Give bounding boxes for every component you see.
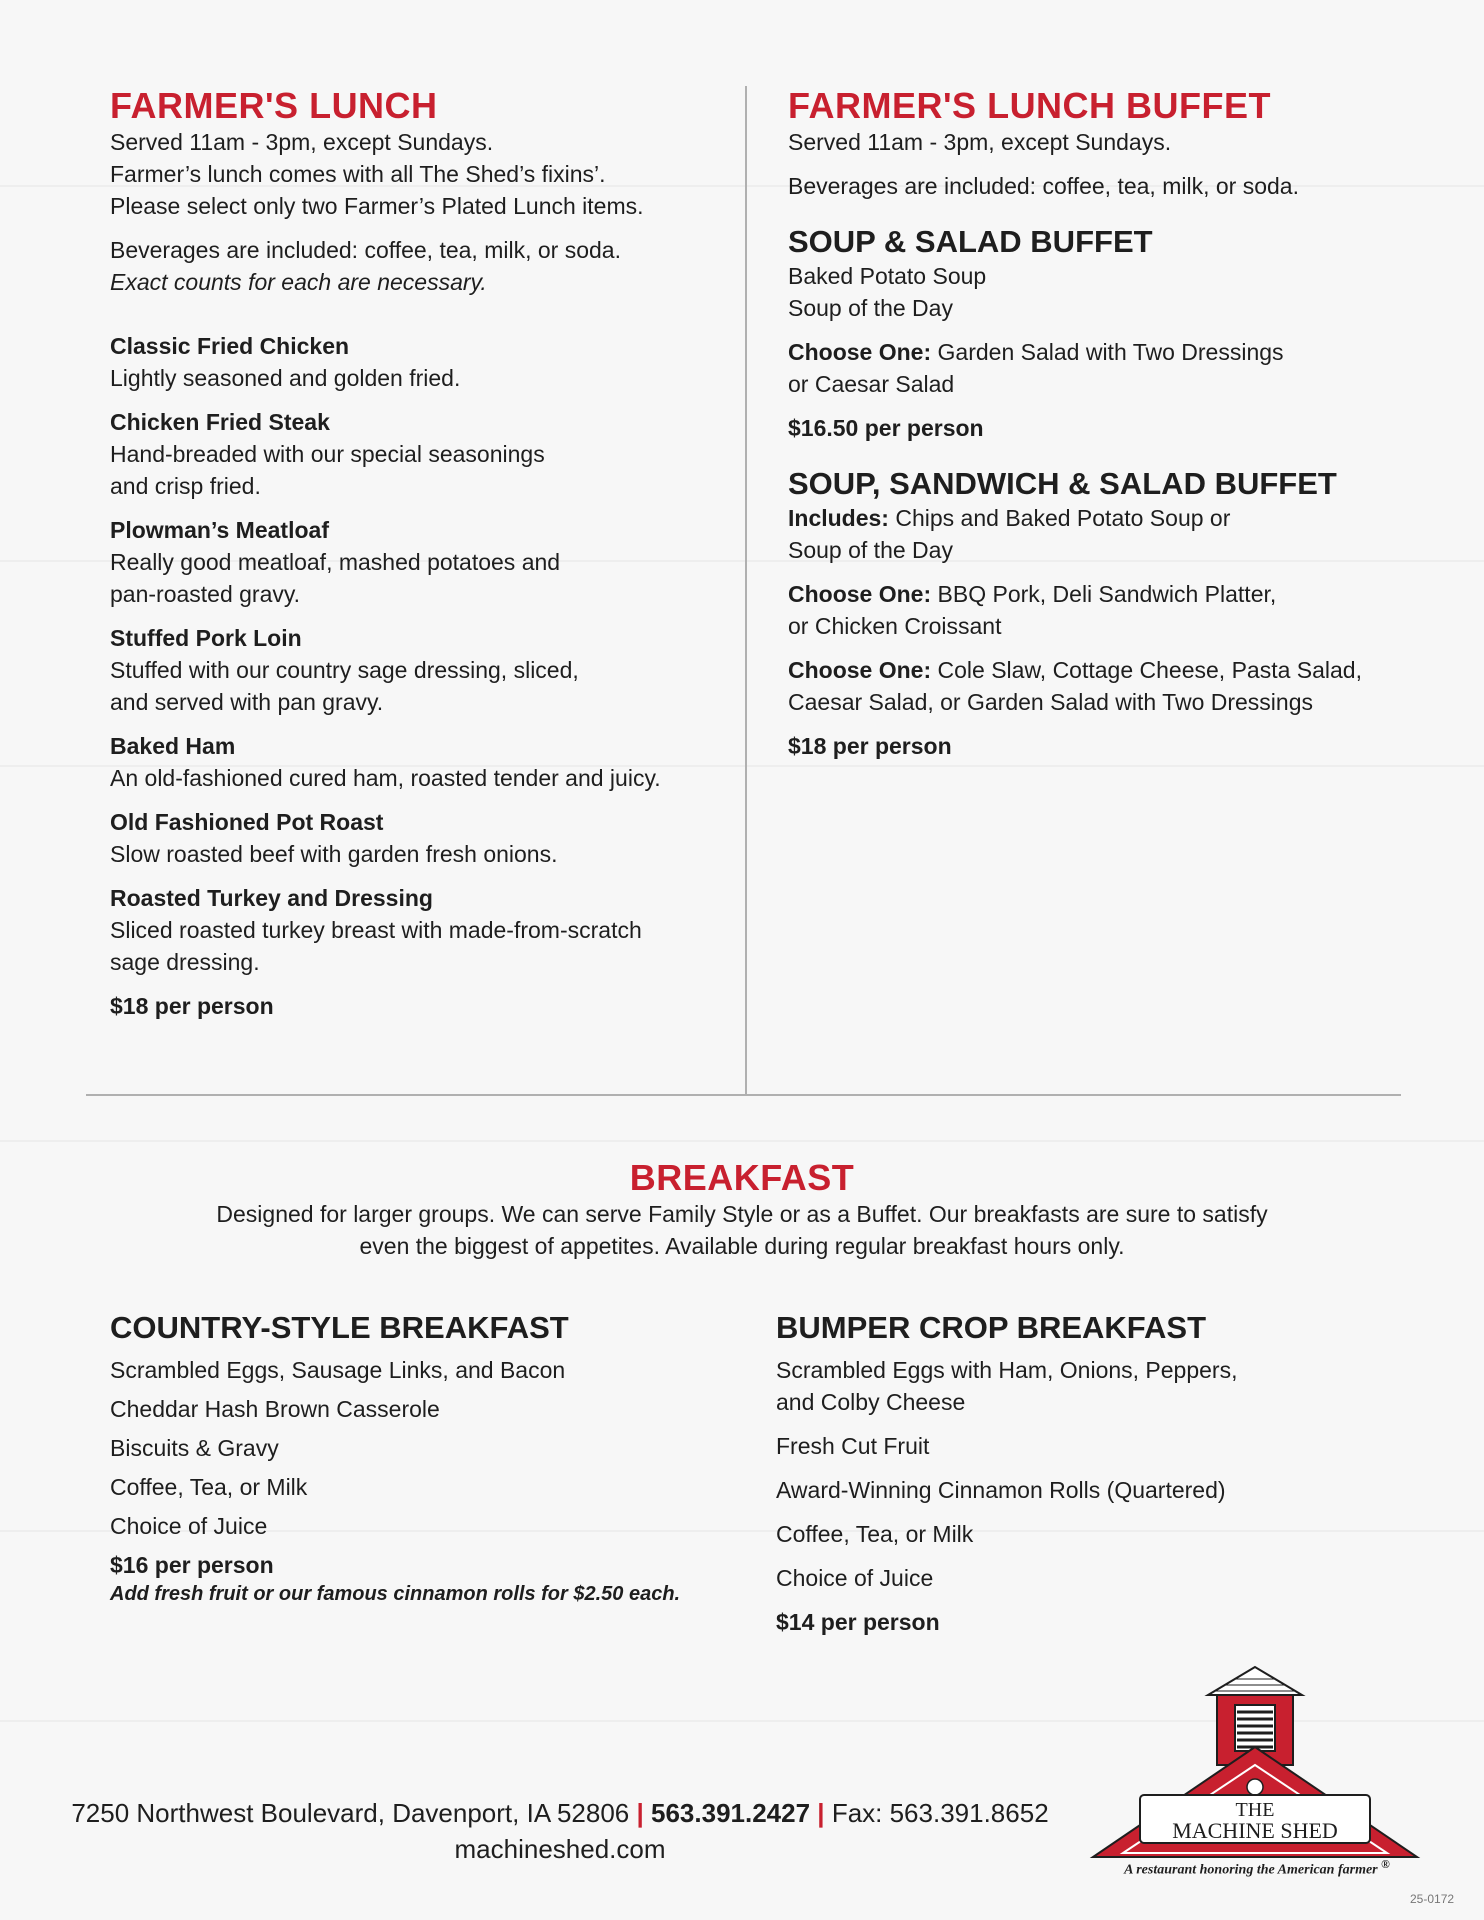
breakfast-item: Scrambled Eggs with Ham, Onions, Peppers, — [776, 1357, 1238, 1383]
menu-item-desc: and crisp fried. — [110, 473, 261, 499]
farmers-buffet-section — [788, 86, 1428, 762]
country-breakfast-price: $16 per person — [110, 1552, 274, 1578]
farmers-lunch-price: $18 per person — [110, 993, 274, 1019]
choose-line-cont: Caesar Salad, or Garden Salad with Two Dressings — [788, 689, 1314, 715]
choose-text: Cole Slaw, Cottage Cheese, Pasta Salad, — [931, 657, 1362, 683]
contact-footer — [40, 1795, 1080, 1867]
choose-line — [788, 578, 1428, 610]
beverages-note: Beverages are included: coffee, tea, milk, or soda. — [110, 237, 621, 263]
breakfast-item-cont: and Colby Cheese — [776, 1389, 966, 1415]
breakfast-header — [0, 1158, 1484, 1262]
breakfast-title: BREAKFAST — [629, 1157, 855, 1198]
choose-line — [788, 336, 1428, 368]
breakfast-intro: Designed for larger groups. We can serve Family Style or as a Buffet. Our breakfasts are sure to satisfy — [216, 1201, 1268, 1227]
section-divider — [86, 1094, 1401, 1096]
served-hours: Served 11am - 3pm, except Sundays. — [788, 129, 1172, 155]
breakfast-intro-cont: even the biggest of appetites. Available during regular breakfast hours only. — [359, 1233, 1125, 1259]
column-divider — [745, 86, 747, 1095]
choose-text: BBQ Pork, Deli Sandwich Platter, — [931, 581, 1277, 607]
menu-item-name: Roasted Turkey and Dressing — [110, 885, 433, 911]
menu-item-desc: sage dressing. — [110, 949, 260, 975]
bumper-breakfast-section — [776, 1310, 1416, 1638]
farmers-lunch-title: FARMER'S LUNCH — [110, 85, 438, 126]
choose-line-cont: or Chicken Croissant — [788, 613, 1002, 639]
menu-item-desc: An old-fashioned cured ham, roasted tender and juicy. — [110, 765, 661, 791]
farmers-lunch-section — [110, 86, 730, 1022]
registered-mark: ® — [1381, 1858, 1390, 1871]
menu-item-name: Baked Ham — [110, 733, 236, 759]
country-breakfast-title: COUNTRY-STYLE BREAKFAST — [110, 1310, 569, 1345]
soup-sandwich-title: SOUP, SANDWICH & SALAD BUFFET — [788, 466, 1337, 501]
menu-item-desc: Slow roasted beef with garden fresh onions. — [110, 841, 558, 867]
menu-item-desc: Really good meatloaf, mashed potatoes and — [110, 549, 561, 575]
menu-item-name: Plowman’s Meatloaf — [110, 517, 329, 543]
breakfast-item: Cheddar Hash Brown Casserole — [110, 1396, 440, 1422]
breakfast-item: Biscuits & Gravy — [110, 1435, 279, 1461]
menu-item-desc: Lightly seasoned and golden fried. — [110, 365, 461, 391]
choose-line — [788, 654, 1428, 686]
beverages-note: Beverages are included: coffee, tea, milk, or soda. — [788, 173, 1299, 199]
fixins-note: Farmer’s lunch comes with all The Shed’s fixins’. — [110, 161, 606, 187]
includes-text: Chips and Baked Potato Soup or — [888, 505, 1231, 531]
breakfast-item: Fresh Cut Fruit — [776, 1433, 930, 1459]
soup-salad-title: SOUP & SALAD BUFFET — [788, 224, 1153, 259]
breakfast-item: Choice of Juice — [776, 1565, 934, 1591]
addon-note: Add fresh fruit or our famous cinnamon rolls for $2.50 each. — [110, 1583, 681, 1605]
machine-shed-logo — [1085, 1665, 1425, 1890]
buffet-line: Soup of the Day — [788, 295, 953, 321]
menu-item-desc: pan-roasted gravy. — [110, 581, 301, 607]
menu-item-name: Old Fashioned Pot Roast — [110, 809, 384, 835]
tagline-text: A restaurant honoring the American farmer — [1124, 1862, 1378, 1878]
menu-item-desc: Stuffed with our country sage dressing, sliced, — [110, 657, 579, 683]
menu-item-desc: Sliced roasted turkey breast with made-from-scratch — [110, 917, 642, 943]
website-link[interactable]: machineshed.com — [454, 1834, 666, 1864]
menu-item-desc: and served with pan gravy. — [110, 689, 384, 715]
choose-text: Garden Salad with Two Dressings — [931, 339, 1284, 365]
logo-text-the: THE — [1235, 1799, 1275, 1821]
logo-text-name: MACHINE SHED — [1172, 1818, 1338, 1843]
logo-tagline — [1092, 1858, 1422, 1879]
phone-number[interactable]: 563.391.2427 — [651, 1798, 811, 1828]
country-breakfast-section — [110, 1310, 750, 1607]
menu-item-name: Chicken Fried Steak — [110, 409, 330, 435]
address: 7250 Northwest Boulevard, Davenport, IA 52806 — [71, 1798, 630, 1828]
selection-note: Please select only two Farmer’s Plated Lunch items. — [110, 193, 644, 219]
bumper-breakfast-price: $14 per person — [776, 1609, 940, 1635]
menu-item-name: Stuffed Pork Loin — [110, 625, 302, 651]
choose-label: Choose One: — [788, 339, 932, 365]
counts-note: Exact counts for each are necessary. — [110, 269, 487, 295]
soup-salad-price: $16.50 per person — [788, 415, 984, 441]
choose-label: Choose One: — [788, 657, 932, 683]
soup-sandwich-price: $18 per person — [788, 733, 952, 759]
breakfast-item: Scrambled Eggs, Sausage Links, and Bacon — [110, 1357, 566, 1383]
includes-label: Includes: — [788, 505, 889, 531]
document-code: 25-0172 — [1410, 1892, 1455, 1906]
includes-line — [788, 502, 1428, 534]
choose-label: Choose One: — [788, 581, 932, 607]
breakfast-item: Coffee, Tea, or Milk — [110, 1474, 308, 1500]
breakfast-item: Award-Winning Cinnamon Rolls (Quartered) — [776, 1477, 1226, 1503]
breakfast-item: Choice of Juice — [110, 1513, 268, 1539]
farmers-buffet-title: FARMER'S LUNCH BUFFET — [788, 85, 1272, 126]
fax-number: Fax: 563.391.8652 — [831, 1798, 1049, 1828]
bumper-breakfast-title: BUMPER CROP BREAKFAST — [776, 1310, 1207, 1345]
includes-line-cont: Soup of the Day — [788, 537, 953, 563]
served-hours: Served 11am - 3pm, except Sundays. — [110, 129, 494, 155]
buffet-line: Baked Potato Soup — [788, 263, 987, 289]
breakfast-item: Coffee, Tea, or Milk — [776, 1521, 974, 1547]
choose-line-cont: or Caesar Salad — [788, 371, 955, 397]
menu-item-desc: Hand-breaded with our special seasonings — [110, 441, 545, 467]
separator: | — [817, 1798, 825, 1828]
contact-line — [40, 1795, 1080, 1831]
menu-item-name: Classic Fried Chicken — [110, 333, 350, 359]
separator: | — [636, 1798, 644, 1828]
wood-plank-line — [0, 1140, 1484, 1142]
